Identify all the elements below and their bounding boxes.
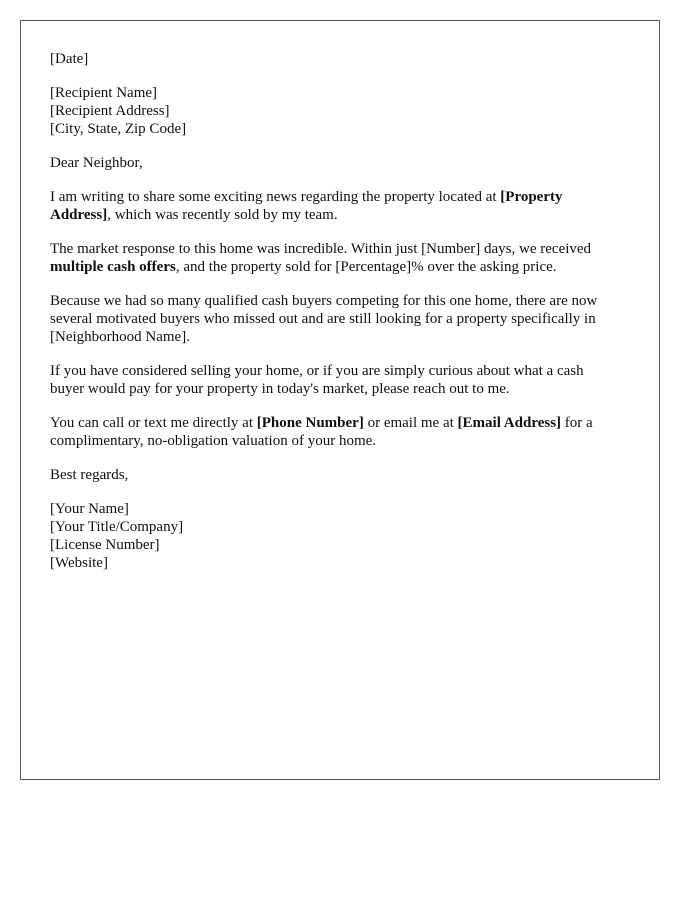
email-address-placeholder: [Email Address]: [457, 415, 562, 431]
paragraph-contact-tail: for a complimentary, no-obligation valuation of your home.: [50, 415, 593, 449]
paragraph-market-tail: , and the property sold for [Percentage]% over the asking price.: [175, 259, 557, 275]
paragraph-selling: If you have considered selling your home, or if you are simply curious about what a cash buyer would pay for your property in today's market, please reach out to me.: [50, 363, 584, 397]
recipient-address: [Recipient Address]: [50, 103, 170, 119]
signature-website: [Website]: [50, 555, 108, 571]
cash-offers-emphasis: multiple cash offers: [50, 259, 176, 275]
letter-page: [20, 20, 660, 780]
phone-number-placeholder: [Phone Number]: [256, 415, 364, 431]
paragraph-buyers: Because we had so many qualified cash buyers competing for this one home, there are now several motivated buyers who missed out and are still looking for a property specifically in [Neighborhood Name].: [50, 293, 598, 345]
paragraph-contact-text: You can call or text me directly at: [50, 415, 257, 431]
paragraph-contact-middle: or email me at: [363, 415, 458, 431]
letter-date: [Date]: [50, 51, 89, 67]
paragraph-contact: [50, 414, 610, 450]
paragraph-intro-tail: , which was recently sold by my team.: [107, 207, 338, 223]
paragraph-intro: [50, 188, 610, 224]
salutation: Dear Neighbor,: [50, 155, 143, 171]
signature-name: [Your Name]: [50, 501, 129, 517]
letter-content: [50, 50, 610, 588]
recipient-city-state-zip: [City, State, Zip Code]: [50, 121, 187, 137]
paragraph-market-response: [50, 240, 610, 276]
signature-title-company: [Your Title/Company]: [50, 519, 184, 535]
signature-license: [License Number]: [50, 537, 160, 553]
closing: Best regards,: [50, 467, 129, 483]
recipient-name: [Recipient Name]: [50, 85, 158, 101]
paragraph-intro-text: I am writing to share some exciting news regarding the property located at: [50, 189, 501, 205]
recipient-block: [50, 84, 610, 138]
paragraph-market-text: The market response to this home was incredible. Within just [Number] days, we received: [50, 241, 592, 257]
property-address-placeholder: [Property Address]: [50, 189, 563, 223]
signature-block: [50, 500, 610, 572]
